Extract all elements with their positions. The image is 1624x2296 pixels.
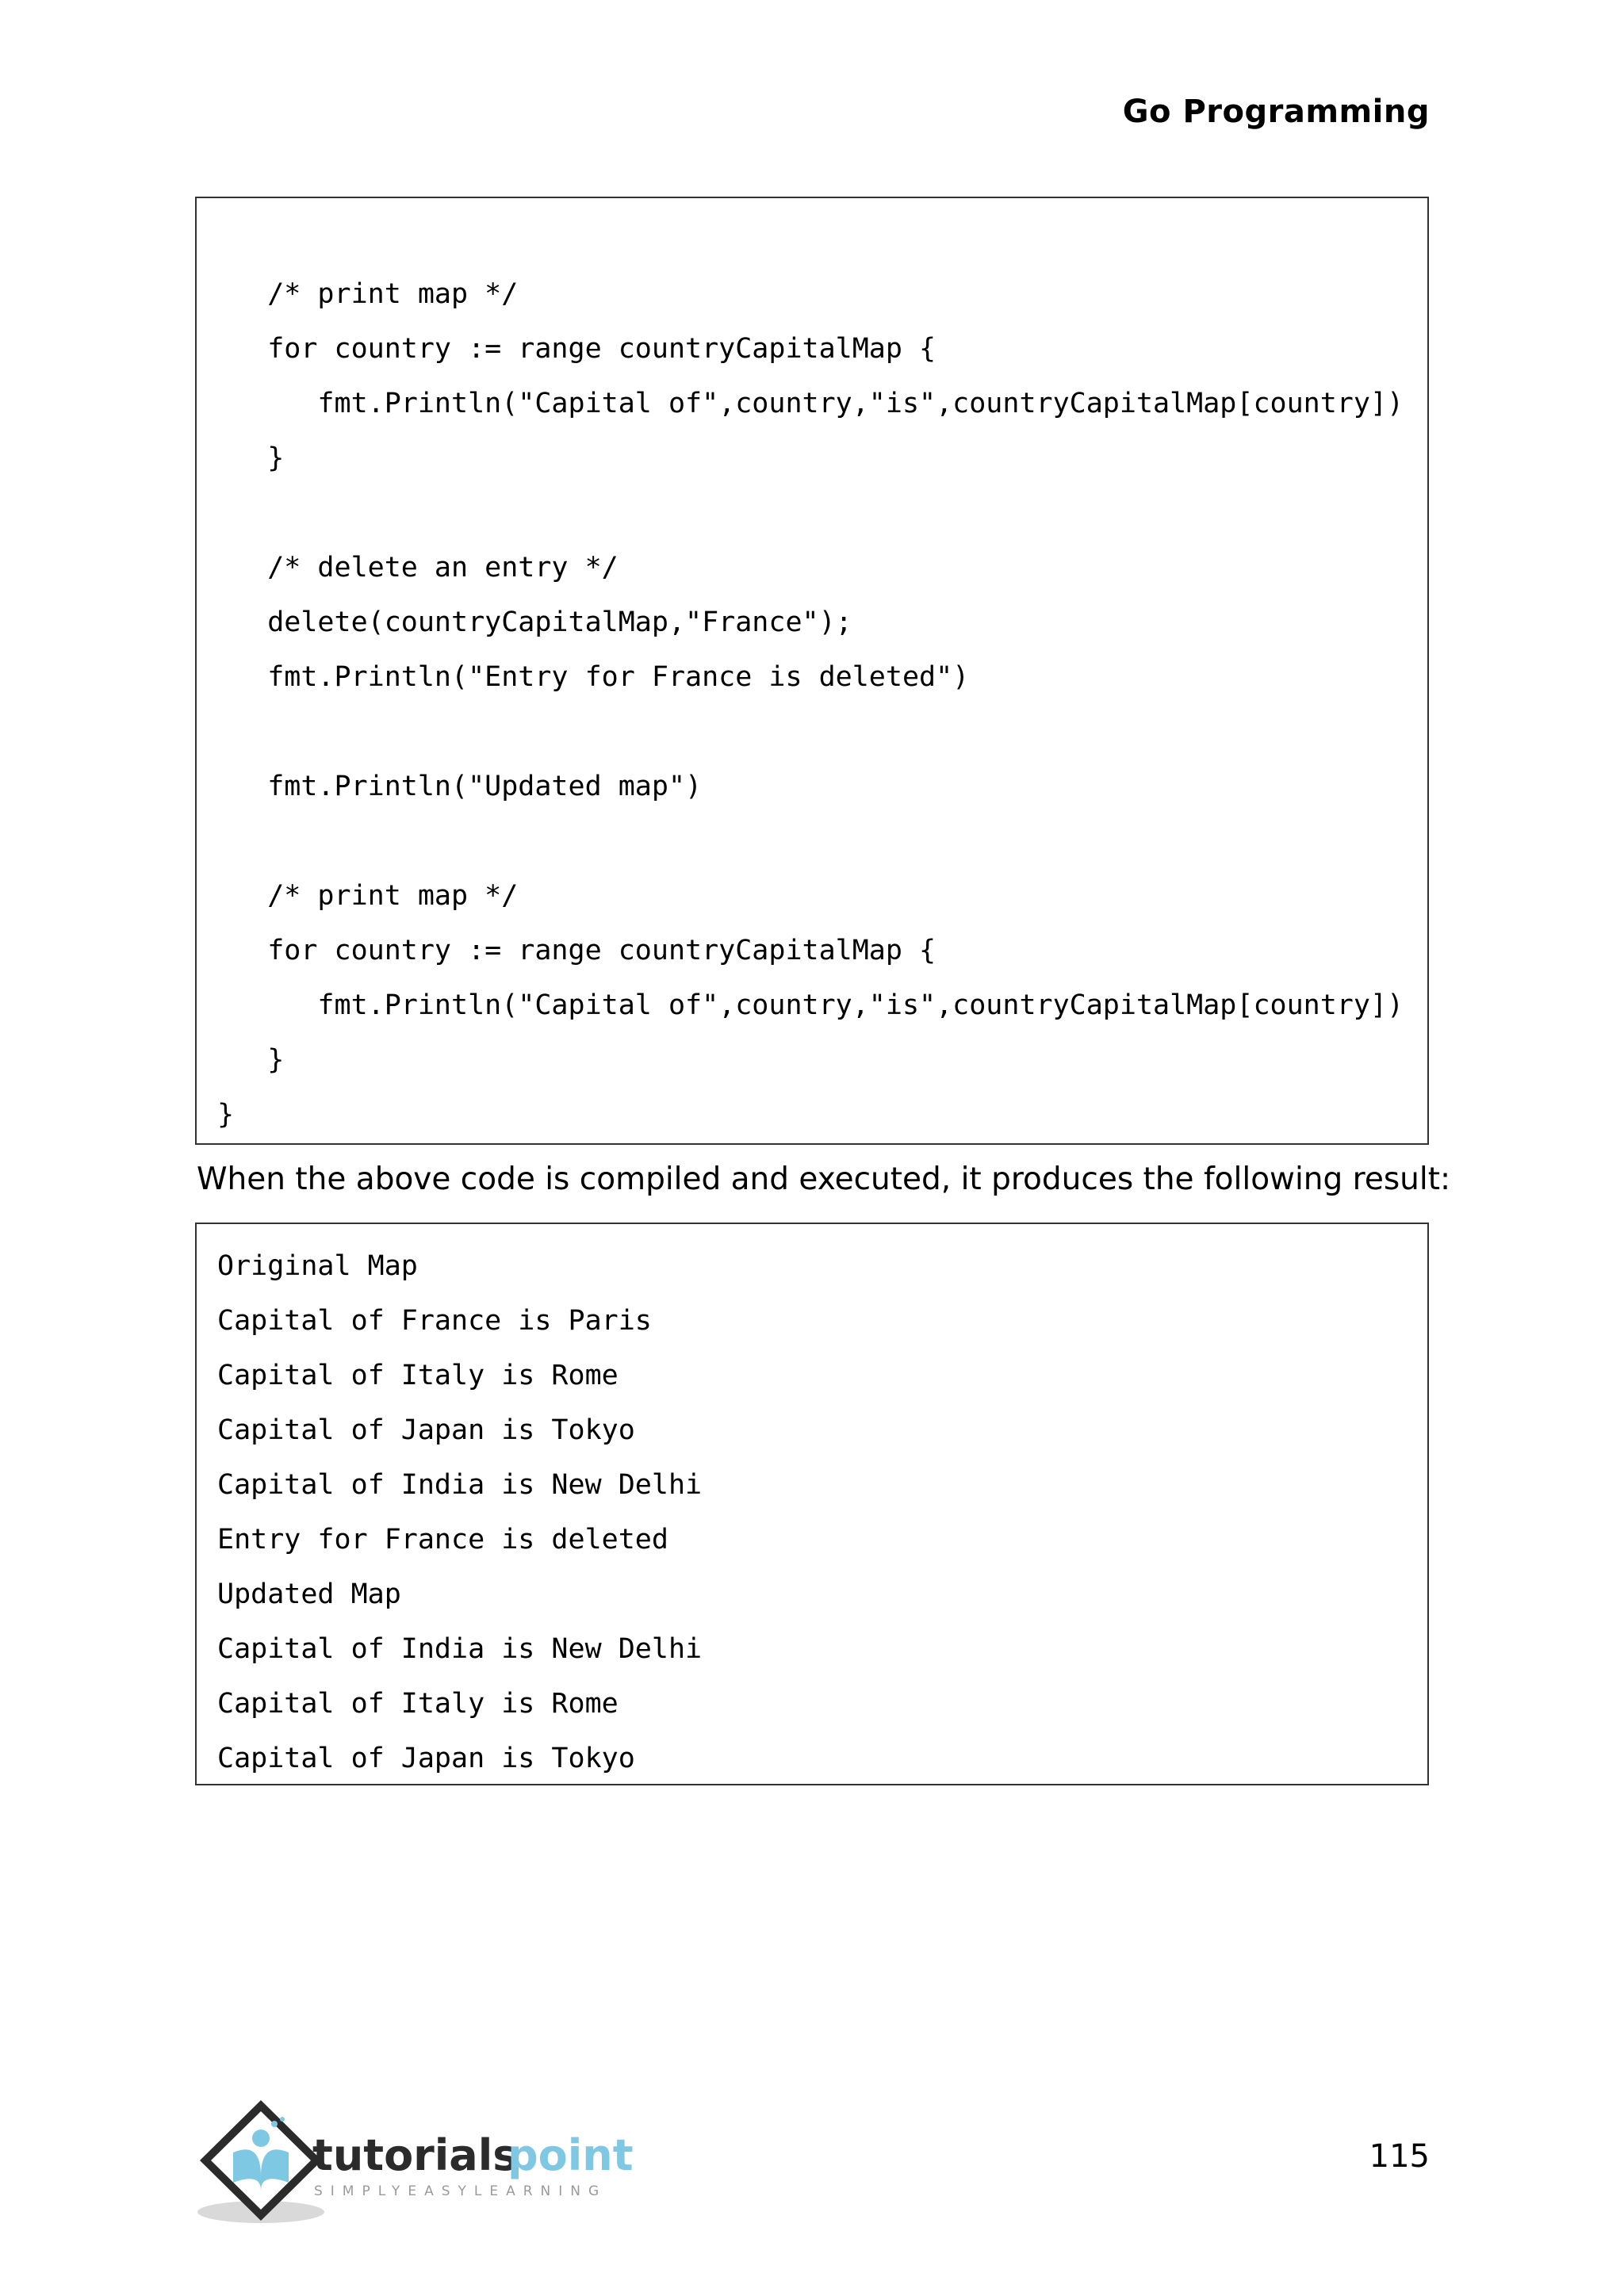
code-line: }	[217, 1099, 235, 1131]
source-code-block	[195, 197, 1429, 1145]
page-number: 115	[1369, 2138, 1430, 2175]
logo-text-primary: tutorials	[312, 2130, 519, 2180]
code-line: fmt.Println("Updated map")	[217, 771, 703, 802]
code-line: delete(countryCapitalMap,"France");	[217, 607, 852, 638]
code-line: fmt.Println("Entry for France is deleted")	[217, 661, 970, 693]
code-line: /* print map */	[217, 278, 519, 310]
output-line: Entry for France is deleted	[217, 1524, 668, 1556]
output-line: Capital of Japan is Tokyo	[217, 1414, 635, 1446]
code-line: }	[217, 442, 285, 474]
logo-figure-head	[252, 2130, 270, 2147]
code-line: for country := range countryCapitalMap {	[217, 333, 936, 365]
output-line: Updated Map	[217, 1578, 401, 1610]
code-line	[197, 709, 1427, 763]
logo-text-secondary: point	[508, 2130, 634, 2180]
output-block	[195, 1223, 1429, 1785]
code-line: }	[217, 1044, 285, 1076]
code-line: for country := range countryCapitalMap {	[217, 935, 936, 966]
code-line: /* print map */	[217, 880, 519, 912]
code-line	[197, 490, 1427, 545]
page-header-title: Go Programming	[1122, 94, 1430, 130]
code-line: fmt.Println("Capital of",country,"is",countryCapitalMap[country])	[217, 989, 1404, 1021]
result-intro-text: When the above code is compiled and executed, it produces the following result:	[197, 1161, 1451, 1197]
output-line: Capital of Japan is Tokyo	[217, 1743, 635, 1774]
code-line: fmt.Println("Capital of",country,"is",countryCapitalMap[country])	[217, 388, 1404, 419]
output-line: Capital of France is Paris	[217, 1305, 652, 1337]
output-line: Capital of India is New Delhi	[217, 1469, 703, 1501]
code-line: /* delete an entry */	[217, 552, 619, 584]
output-line: Original Map	[217, 1250, 418, 1282]
output-line: Capital of Italy is Rome	[217, 1360, 619, 1391]
tutorialspoint-logo	[193, 2097, 638, 2232]
output-line: Capital of Italy is Rome	[217, 1688, 619, 1720]
code-line	[197, 818, 1427, 873]
output-line: Capital of India is New Delhi	[217, 1633, 703, 1665]
logo-diamond-inner	[211, 2111, 311, 2210]
logo-tagline: SIMPLYEASYLEARNING	[314, 2183, 607, 2199]
